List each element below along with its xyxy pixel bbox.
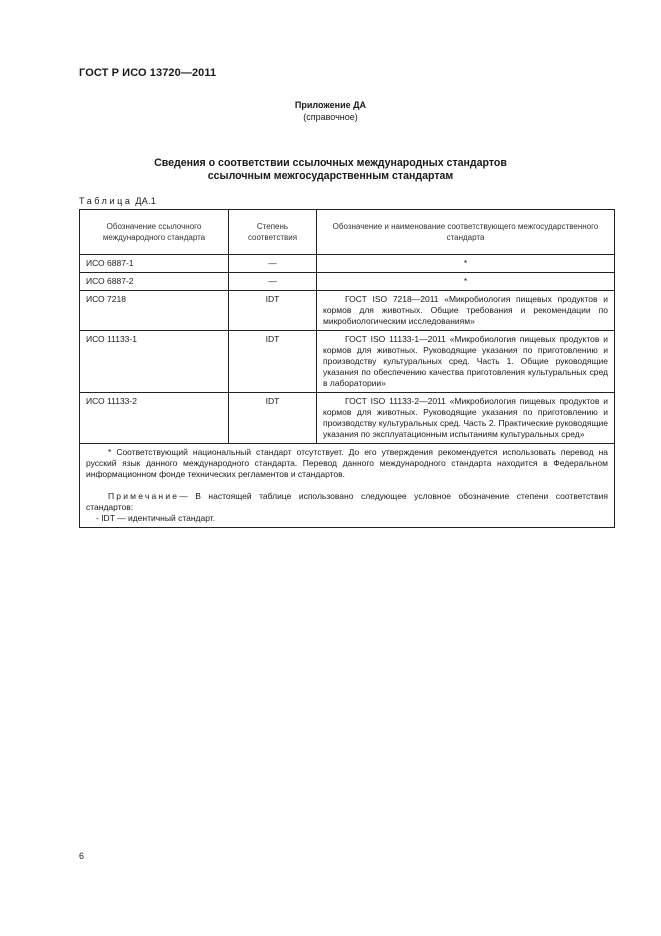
table-row <box>80 291 615 331</box>
table-caption-word: Таблица <box>79 196 133 206</box>
column-header-standard-name: Обозначение и наименование соответствующего межгосударственного стандарта <box>317 210 615 255</box>
table-notes <box>80 444 615 528</box>
table-caption <box>79 196 156 206</box>
table-row <box>80 331 615 393</box>
degree-cell: IDT <box>229 291 317 331</box>
note-label: Примечание <box>108 491 180 501</box>
reference-cell: ИСО 11133-2 <box>80 393 229 444</box>
table-row <box>80 273 615 291</box>
table-row <box>80 255 615 273</box>
table-header-row <box>80 210 615 255</box>
appendix-label <box>0 99 661 123</box>
reference-cell: ИСО 6887-2 <box>80 273 229 291</box>
reference-cell: ИСО 7218 <box>80 291 229 331</box>
table-row <box>80 393 615 444</box>
table-notes-row <box>80 444 615 528</box>
section-heading-line-1: Сведения о соответствии ссылочных международных стандартов <box>154 157 507 169</box>
standard-name-cell: ГОСТ ISO 11133-2—2011 «Микробиология пищевых продуктов и кормов для животных. Руководящие указания по приготовлению и производству культуральных сред. Часть 2. Практические руководящие указания по эксплуатационным испытаниям культуральных сред» <box>317 393 615 444</box>
column-header-degree: Степень соответствия <box>229 210 317 255</box>
document-code: ГОСТ Р ИСО 13720—2011 <box>79 67 217 79</box>
standard-name-cell: * <box>317 273 615 291</box>
standard-name-cell: ГОСТ ISO 7218—2011 «Микробиология пищевых продуктов и кормов для животных. Общие требования и рекомендации по микробиологическим исследованиям» <box>317 291 615 331</box>
degree-cell: — <box>229 255 317 273</box>
note-paragraph <box>86 491 608 513</box>
table-caption-id: ДА.1 <box>135 196 157 206</box>
note-text: — В настоящей таблице использовано следующее условное обозначение степени соответствия стандартов: <box>86 491 608 512</box>
section-heading <box>0 157 661 183</box>
standards-table <box>79 209 615 528</box>
reference-cell: ИСО 6887-1 <box>80 255 229 273</box>
section-heading-line-2: ссылочным межгосударственным стандартам <box>207 170 454 182</box>
page-number: 6 <box>79 851 85 861</box>
degree-cell: IDT <box>229 393 317 444</box>
standard-name-cell: * <box>317 255 615 273</box>
degree-cell: IDT <box>229 331 317 393</box>
appendix-title: Приложение ДА <box>294 100 367 110</box>
appendix-subtitle: (справочное) <box>303 112 358 122</box>
standard-name-cell: ГОСТ ISO 11133-1—2011 «Микробиология пищевых продуктов и кормов для животных. Руководящие указания по приготовлению и производству культуральных сред. Часть 1. Общие руководящие указания по обеспечению качества приготовления культуральных сред в лаборатории» <box>317 331 615 393</box>
degree-cell: — <box>229 273 317 291</box>
note-list-item: - IDT — идентичный стандарт. <box>96 513 216 523</box>
column-header-reference: Обозначение ссылочного международного стандарта <box>80 210 229 255</box>
footnote-text: * Соответствующий национальный стандарт отсутствует. До его утверждения рекомендуется использовать перевод на русский язык данного международного стандарта. Перевод данного международного стандарта находится в Федеральном информационном фонде технических регламентов и стандартов. <box>86 447 608 479</box>
reference-cell: ИСО 11133-1 <box>80 331 229 393</box>
